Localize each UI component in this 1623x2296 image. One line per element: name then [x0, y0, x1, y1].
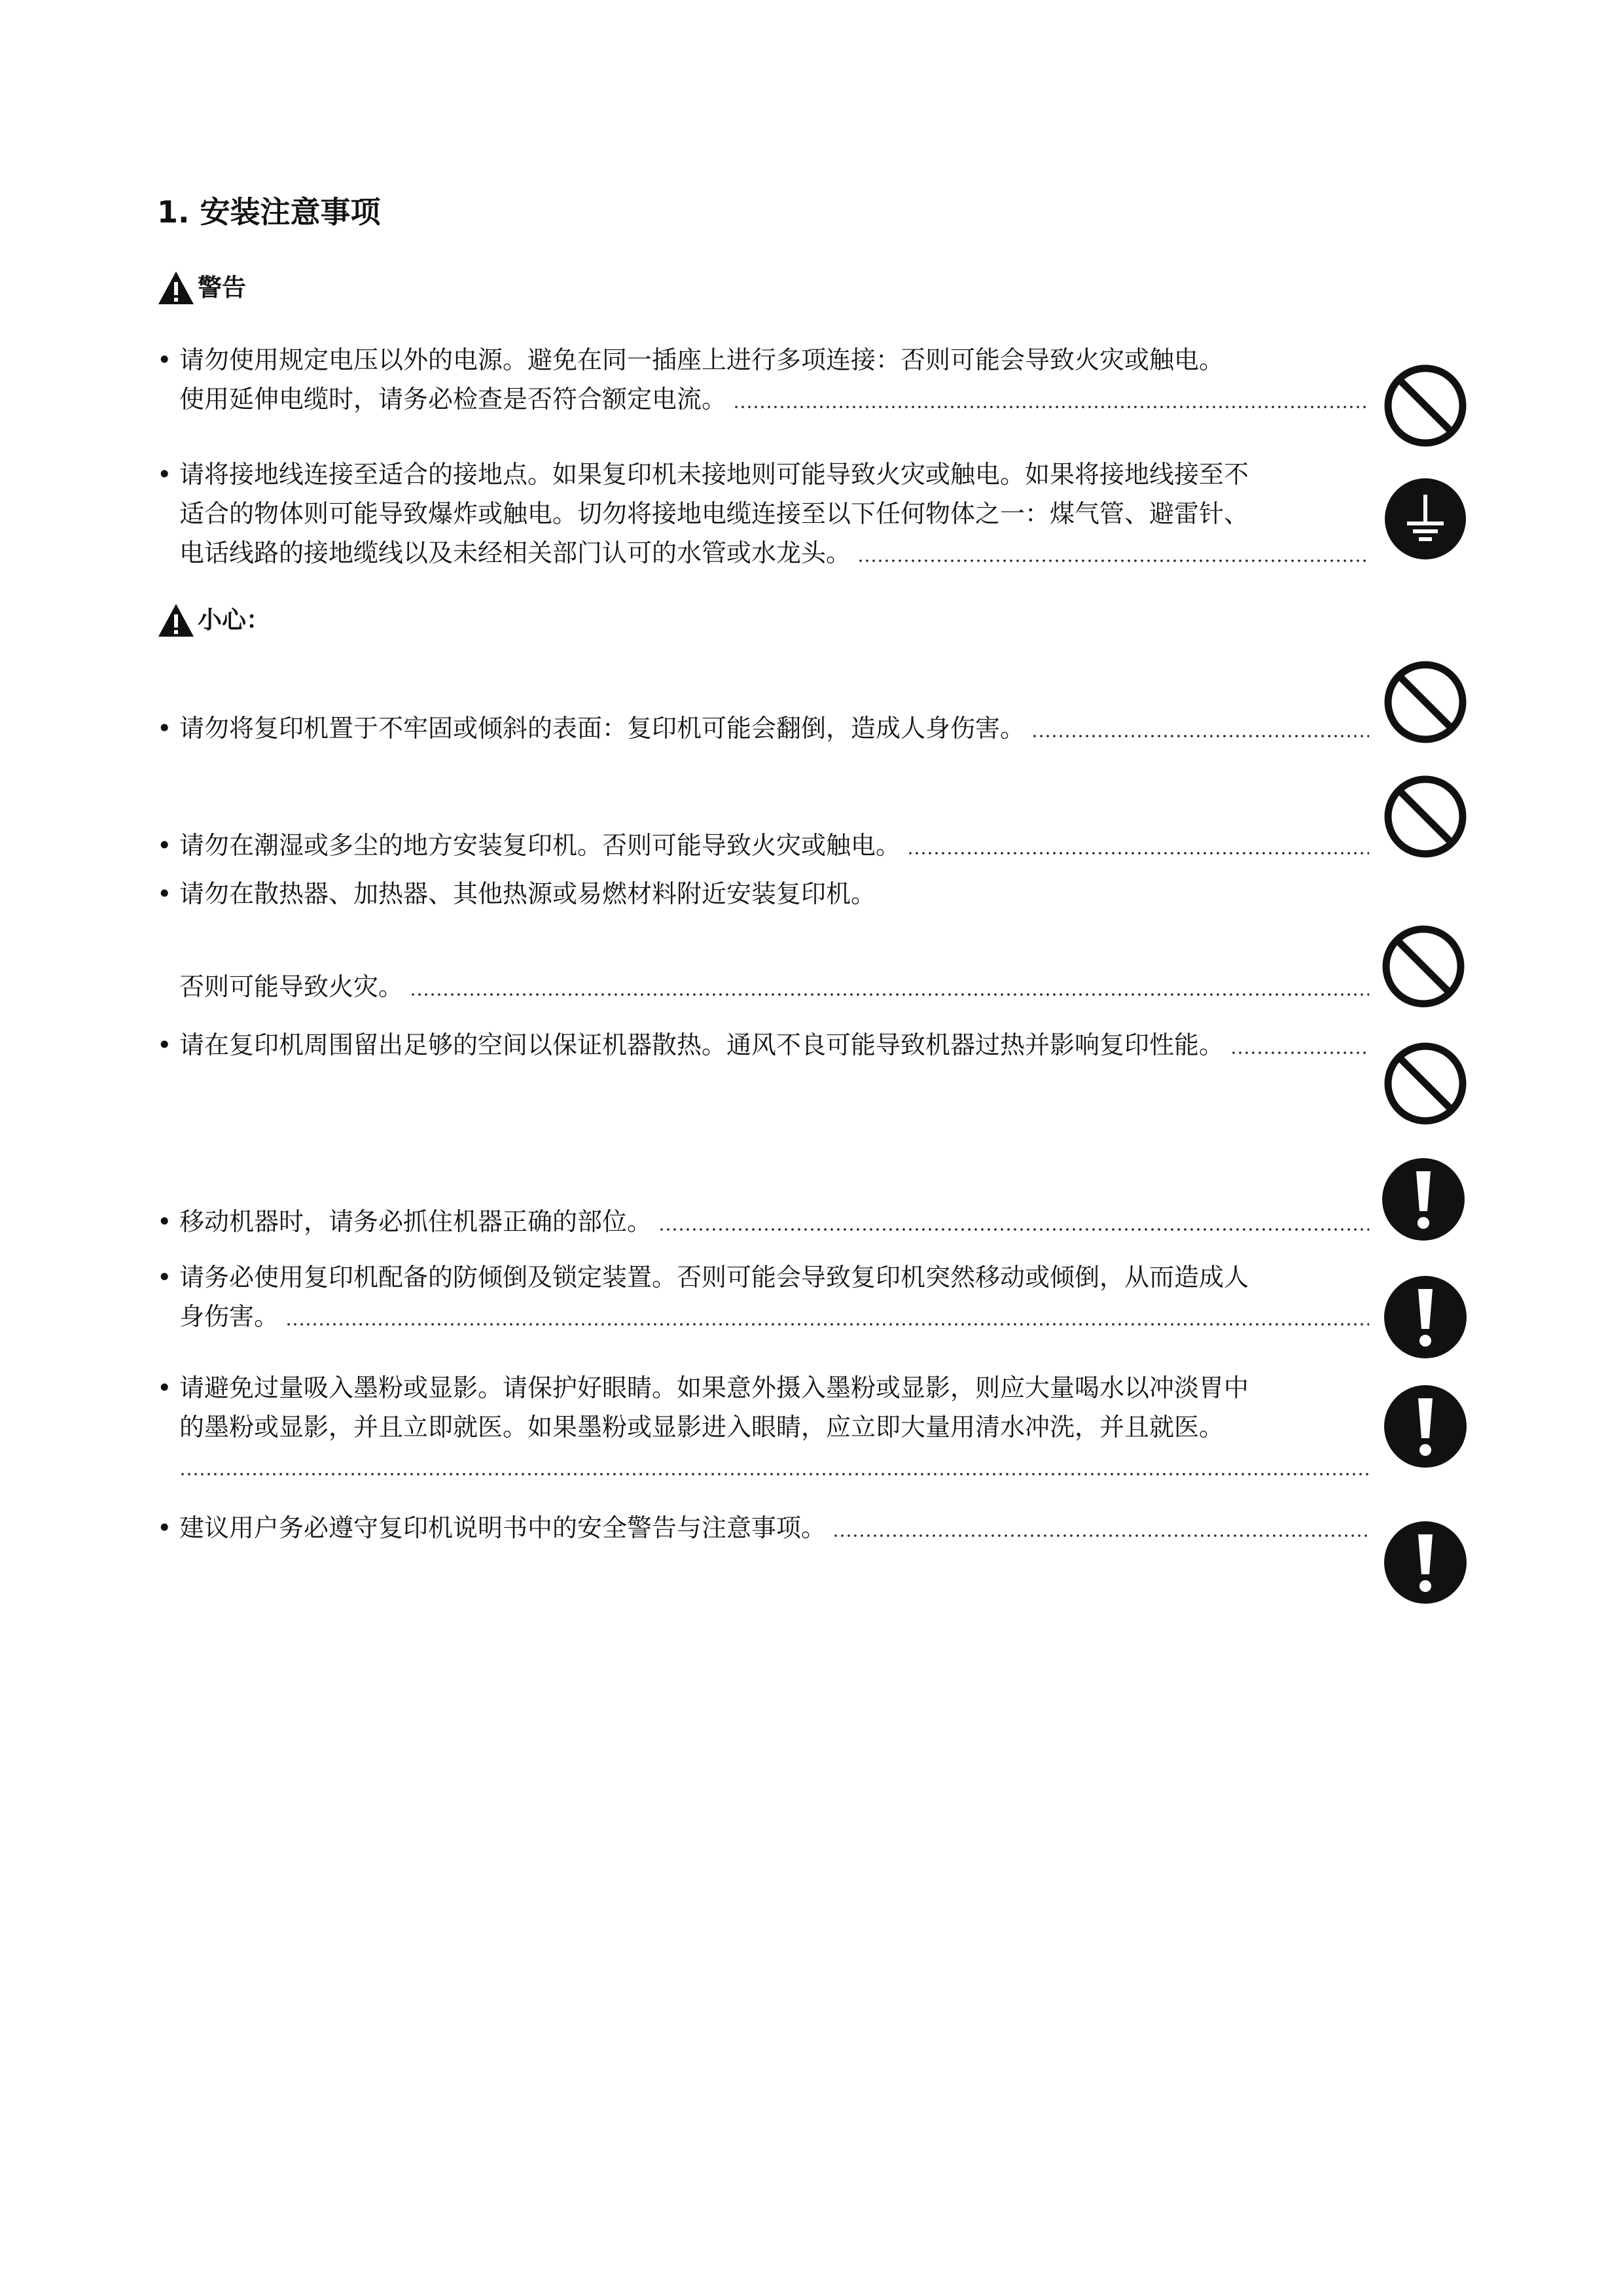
bullet-dot: •: [157, 714, 172, 743]
prohibition-icon: [1383, 774, 1468, 859]
text-line: 请勿在潮湿或多尘的地方安装复印机。否则可能导致火灾或触电。: [157, 826, 1369, 865]
text-line: 请勿在散热器、加热器、其他热源或易燃材料附近安装复印机。: [179, 879, 876, 908]
mandatory-icon: [1381, 1157, 1466, 1242]
caution-item-continuation: [157, 967, 1369, 1006]
caution-item: [157, 1025, 1369, 1065]
bullet-dot: •: [157, 1513, 172, 1542]
caution-item: [157, 709, 1369, 748]
text-line: 请避免过量吸入墨粉或显影。请保护好眼睛。如果意外摄入墨粉或显影，则应大量喝水以冲淡胃中: [179, 1373, 1249, 1402]
prohibition-icon: [1381, 924, 1466, 1009]
warning-label: 警告: [198, 274, 246, 302]
mandatory-icon: [1383, 1520, 1468, 1605]
caution-item: [157, 874, 1369, 913]
text-line: 移动机器时，请务必抓住机器正确的部位。: [157, 1202, 1369, 1241]
warning-heading: [157, 270, 246, 306]
bullet-dot: •: [157, 345, 172, 374]
text-line: 的墨粉或显影，并且立即就医。如果墨粉或显影进入眼睛，应立即大量用清水冲洗，并且就医。: [179, 1413, 1224, 1441]
page-title: 1. 安装注意事项: [157, 194, 381, 230]
prohibition-icon: [1383, 660, 1468, 745]
text-line: 否则可能导致火灾。: [157, 967, 1369, 1006]
caution-triangle-icon: [157, 602, 196, 639]
text-line: 请勿将复印机置于不牢固或倾斜的表面：复印机可能会翻倒，造成人身伤害。: [157, 709, 1369, 748]
ground-icon: [1383, 476, 1468, 561]
caution-label: 小心：: [198, 606, 270, 634]
text-line: [157, 1447, 1369, 1486]
caution-item: [157, 1368, 1369, 1486]
caution-item: [157, 1258, 1369, 1336]
bullet-dot: •: [157, 1031, 172, 1059]
text-line: 请勿使用规定电压以外的电源。避免在同一插座上进行多项连接：否则可能会导致火灾或触电。: [179, 345, 1224, 374]
prohibition-icon: [1383, 363, 1468, 448]
bullet-dot: •: [157, 1373, 172, 1402]
text-line: 建议用户务必遵守复印机说明书中的安全警告与注意事项。: [157, 1508, 1369, 1547]
text-line: 请将接地线连接至适合的接地点。如果复印机未接地则可能导致火灾或触电。如果将接地线接至不: [179, 460, 1249, 489]
mandatory-icon: [1383, 1275, 1468, 1360]
bullet-dot: •: [157, 1263, 172, 1292]
caution-heading: [157, 602, 270, 639]
text-line: 身伤害。: [157, 1297, 1369, 1336]
text-line: 电话线路的接地缆线以及未经相关部门认可的水管或水龙头。: [157, 533, 1369, 573]
warning-item: [157, 340, 1369, 419]
warning-item: [157, 455, 1369, 573]
warning-triangle-icon: [157, 270, 196, 306]
text-line: 适合的物体则可能导致爆炸或触电。切勿将接地电缆连接至以下任何物体之一：煤气管、避雷针、: [179, 499, 1249, 528]
caution-item: [157, 1508, 1369, 1547]
bullet-dot: •: [157, 831, 172, 860]
bullet-dot: •: [157, 879, 172, 908]
bullet-dot: •: [157, 1207, 172, 1236]
text-line: 使用延伸电缆时，请务必检查是否符合额定电流。: [157, 380, 1369, 419]
text-line: 请务必使用复印机配备的防倾倒及锁定装置。否则可能会导致复印机突然移动或倾倒，从而造成人: [179, 1263, 1249, 1292]
caution-item: [157, 1202, 1369, 1241]
prohibition-icon: [1383, 1041, 1468, 1126]
mandatory-icon: [1383, 1384, 1468, 1469]
bullet-dot: •: [157, 460, 172, 489]
text-line: 请在复印机周围留出足够的空间以保证机器散热。通风不良可能导致机器过热并影响复印性能。: [157, 1025, 1369, 1065]
caution-item: [157, 826, 1369, 865]
